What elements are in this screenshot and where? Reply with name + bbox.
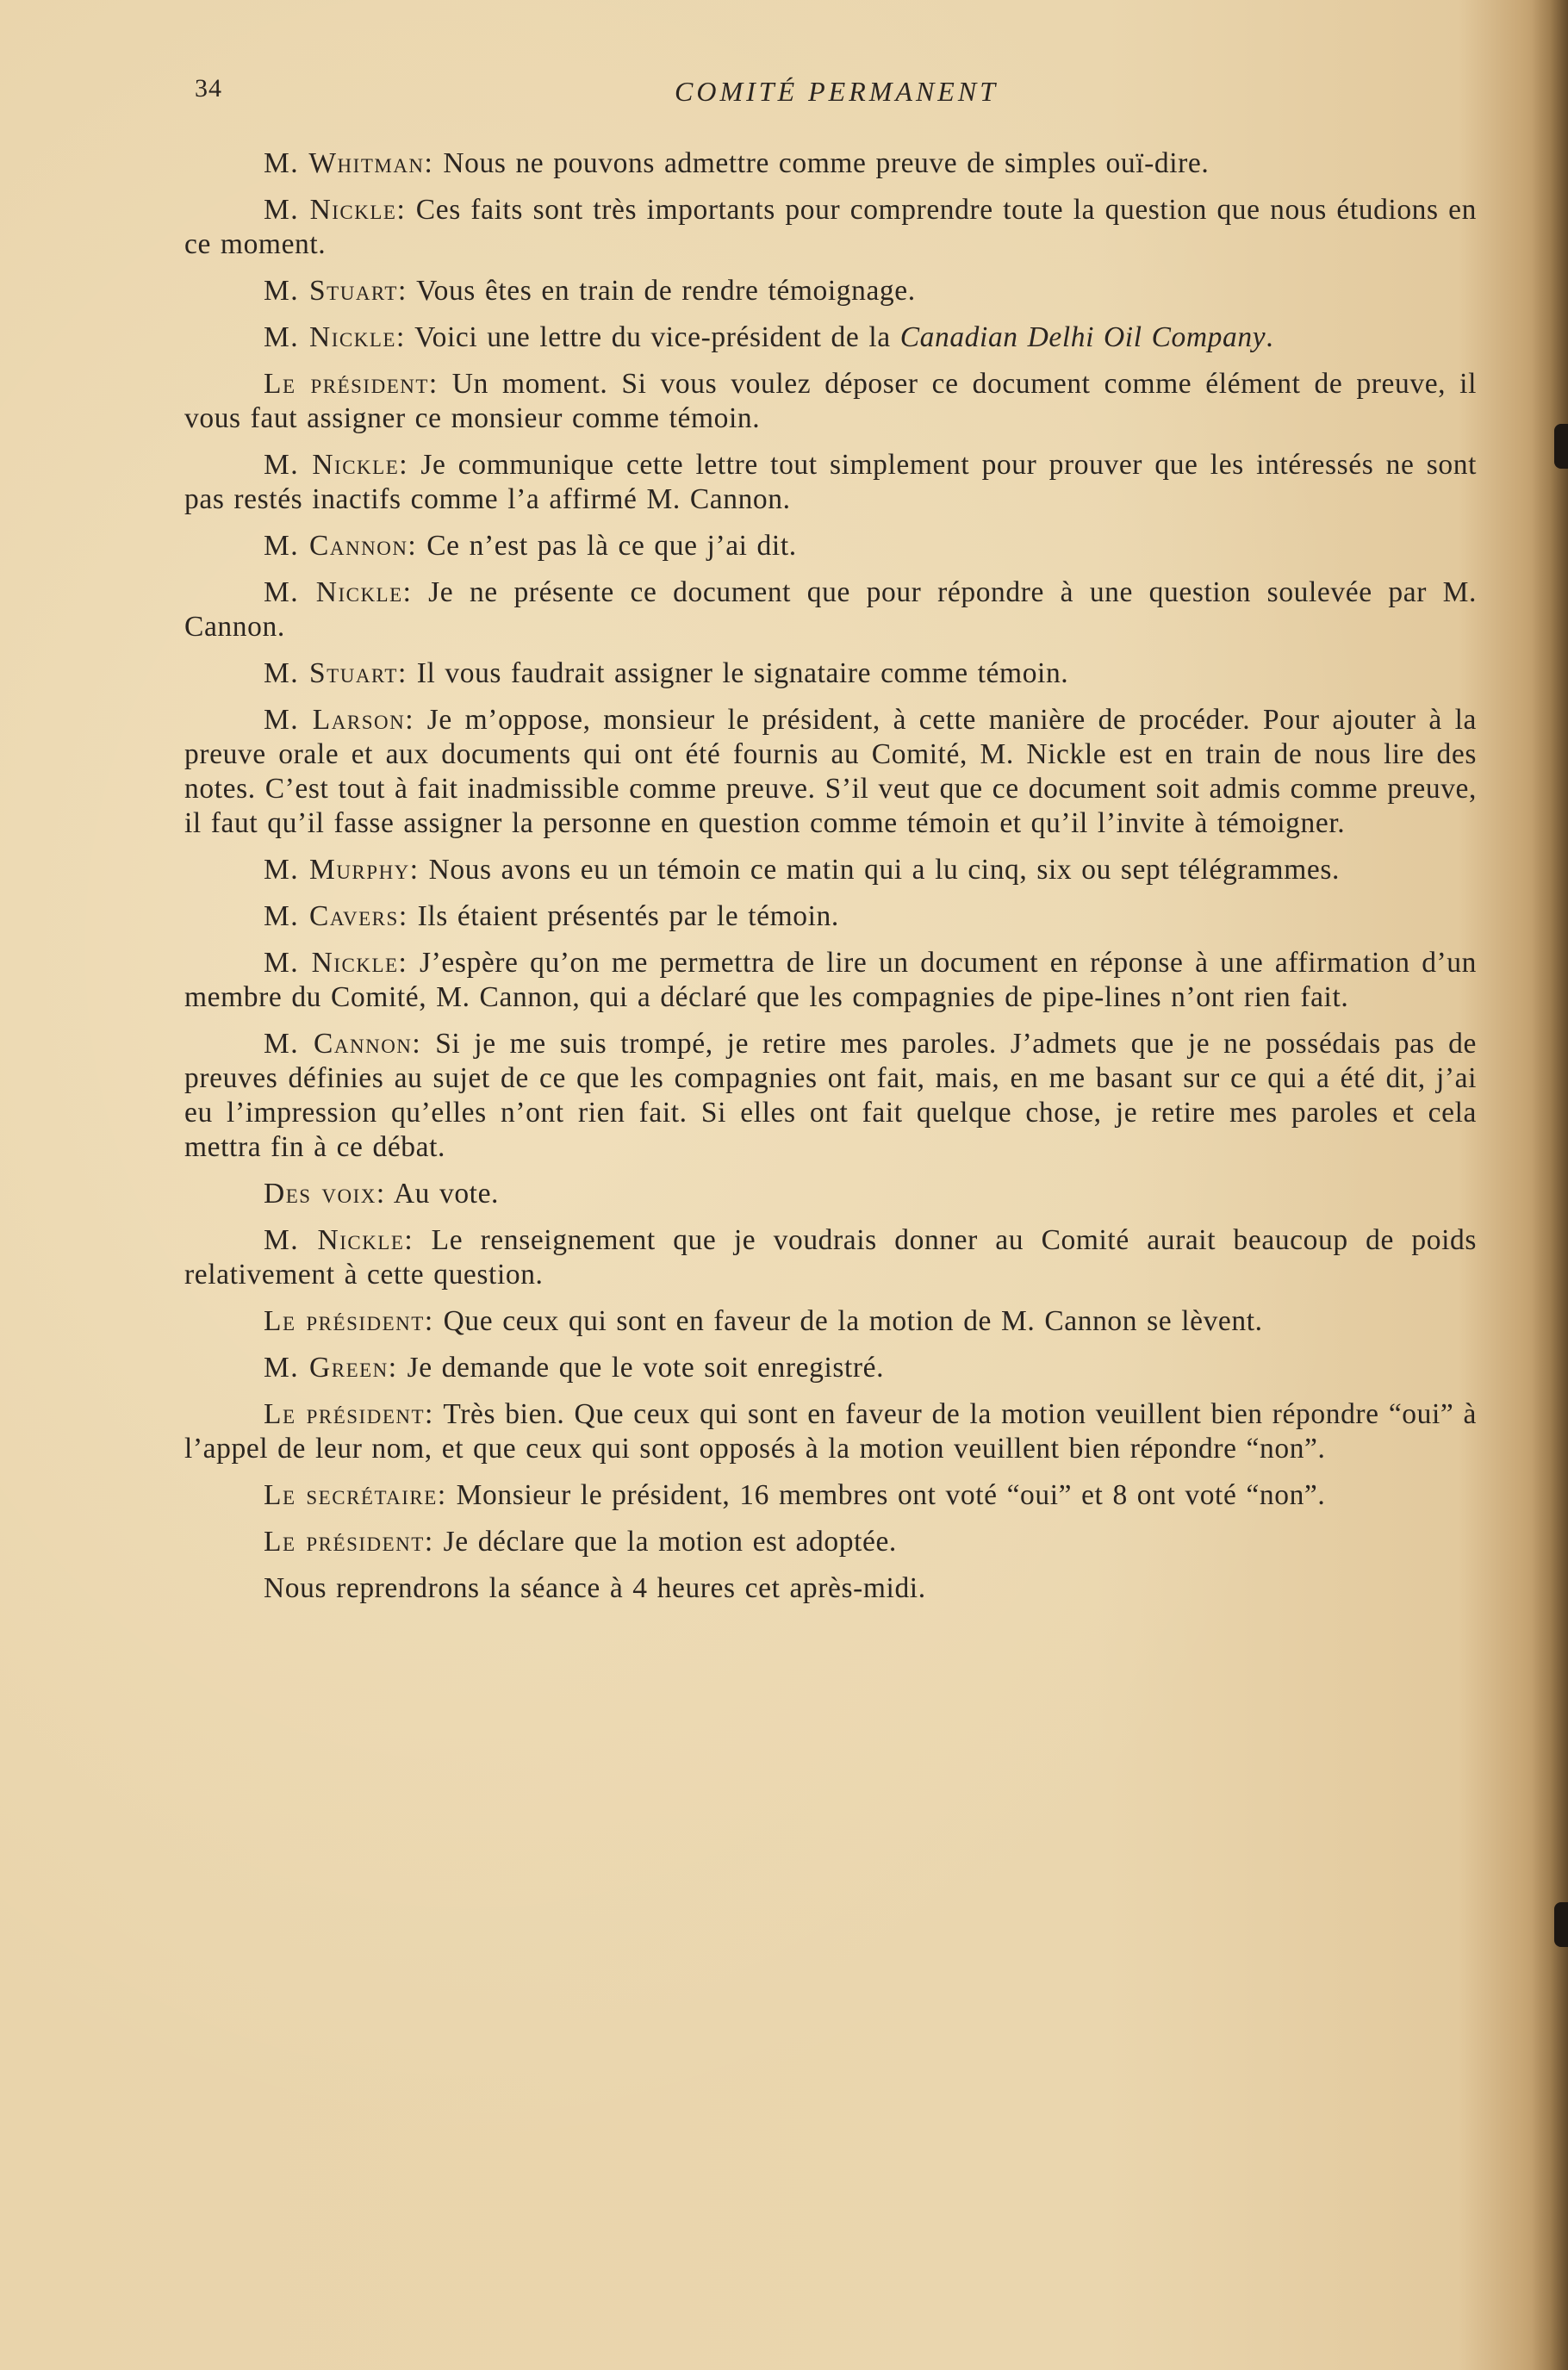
paragraph <box>184 320 1477 355</box>
speaker-label: M. Cavers: <box>264 900 408 932</box>
paragraph <box>184 946 1477 1015</box>
binding-mark <box>1554 424 1568 469</box>
paragraph <box>184 575 1477 644</box>
paragraph-text: Ce n’est pas là ce que j’ai dit. <box>417 530 797 562</box>
speaker-label: M. Green: <box>264 1352 398 1384</box>
paragraph <box>184 146 1477 181</box>
paragraph-text: Nous reprendrons la séance à 4 heures cet après-midi. <box>264 1572 926 1604</box>
speaker-label: M. Nickle: <box>264 1224 414 1256</box>
paragraph <box>184 899 1477 934</box>
paragraph <box>184 656 1477 691</box>
paragraph-text: Le renseignement que je voudrais donner au Comité aurait beaucoup de poids relativement à cette question. <box>184 1224 1477 1291</box>
speaker-label: M. Nickle: <box>264 449 409 481</box>
paragraph-text: Je demande que le vote soit enregistré. <box>397 1352 885 1384</box>
paragraph <box>184 1223 1477 1292</box>
speaker-label: M. Cannon: <box>264 530 418 562</box>
paragraph <box>184 853 1477 887</box>
speaker-label: M. Whitman: <box>264 147 434 179</box>
paragraph <box>184 448 1477 517</box>
speaker-label: M. Cannon: <box>264 1028 422 1060</box>
paragraph <box>184 1351 1477 1385</box>
paragraph-text: Il vous faudrait assigner le signataire comme témoin. <box>407 657 1069 689</box>
paragraph-text-end: . <box>1266 321 1274 353</box>
paragraph-text: J’espère qu’on me permettra de lire un document en réponse à une affirmation d’un membre du Comité, M. Cannon, qui a déclaré que les compagnies de pipe-lines n’ont rien fait. <box>184 947 1478 1013</box>
speaker-label: Le président: <box>264 368 439 400</box>
paragraph-text: Si je me suis trompé, je retire mes paroles. J’admets que je ne possédais pas de preuves définies au sujet de ce que les compagnies ont fait, mais, en me basant sur ce qui a été dit, j’ai eu l’impression qu’elles n’ont rien fait. Si elles ont fait quelque chose, je retire mes paroles et cela mettra fin à ce débat. <box>184 1028 1477 1163</box>
paragraph-text: Nous avons eu un témoin ce matin qui a lu cinq, six ou sept télégrammes. <box>419 854 1340 886</box>
paragraph-text: Monsieur le président, 16 membres ont voté “oui” et 8 ont voté “non”. <box>446 1479 1326 1511</box>
paragraph <box>184 1478 1477 1513</box>
paragraph <box>184 1525 1477 1559</box>
paragraph-text: Très bien. Que ceux qui sont en faveur de la motion veuillent bien répondre “oui” à l’appel de leur nom, et que ceux qui sont opposés à la motion veuillent bien répondre “non”. <box>184 1398 1477 1465</box>
company-name: Canadian Delhi Oil Company <box>899 321 1266 353</box>
paragraph-text: Un moment. Si vous voulez déposer ce document comme élément de preuve, il vous faut assigner ce monsieur comme témoin. <box>184 368 1477 434</box>
paragraph-text: Ils étaient présentés par le témoin. <box>408 900 839 932</box>
paragraph <box>184 367 1477 436</box>
speaker-label: Le président: <box>264 1398 434 1430</box>
speaker-label: Le président: <box>264 1305 434 1337</box>
paragraph-text: Au vote. <box>385 1178 500 1210</box>
paragraph <box>184 703 1477 841</box>
running-head: COMITÉ PERMANENT <box>675 76 999 107</box>
paragraph <box>184 193 1477 262</box>
page-number: 34 <box>195 74 222 103</box>
speaker-label: M. Nickle: <box>264 947 408 979</box>
speaker-label: M. Larson: <box>264 704 415 736</box>
paragraph-text: Nous ne pouvons admettre comme preuve de simples ouï-dire. <box>433 147 1210 179</box>
paragraph <box>184 1304 1477 1339</box>
binding-mark <box>1554 1902 1568 1947</box>
speaker-label: M. Murphy: <box>264 854 420 886</box>
page-header <box>195 74 1478 126</box>
paragraph-text: Je déclare que la motion est adoptée. <box>433 1526 897 1558</box>
speaker-label: Le président: <box>264 1526 434 1558</box>
paragraph-text: Voici une lettre du vice-président de la <box>405 321 900 353</box>
paragraph-text: Que ceux qui sont en faveur de la motion de M. Cannon se lèvent. <box>433 1305 1263 1337</box>
speaker-label: M. Nickle: <box>264 576 413 608</box>
paragraph-text: Je m’oppose, monsieur le président, à cette manière de procéder. Pour ajouter à la preuve orale et aux documents qui ont été fournis au Comité, M. Nickle est en train de nous lire des notes. C’est tout à fait inadmissible comme preuve. S’il veut que ce document soit admis comme preuve, il faut qu’il fasse assigner la personne en question comme témoin et qu’il l’invite à témoigner. <box>184 704 1477 839</box>
paragraph <box>184 1397 1477 1466</box>
speaker-label: M. Stuart: <box>264 657 408 689</box>
speaker-label: M. Nickle: <box>264 194 407 226</box>
paragraph-text: Vous êtes en train de rendre témoignage. <box>407 275 916 307</box>
speaker-label: Le secrétaire: <box>264 1479 447 1511</box>
paragraph <box>184 1571 1477 1606</box>
speaker-label: M. Nickle: <box>264 321 406 353</box>
paragraph <box>184 274 1477 308</box>
page-edge-shadow <box>1532 0 1568 2370</box>
paragraph <box>184 529 1477 563</box>
body-text <box>184 146 1477 1618</box>
paragraph-text: Ces faits sont très importants pour comprendre toute la question que nous étudions en ce moment. <box>184 194 1478 260</box>
speaker-label: Des voix: <box>264 1178 386 1210</box>
speaker-label: M. Stuart: <box>264 275 408 307</box>
paragraph-text: Je ne présente ce document que pour répondre à une question soulevée par M. Cannon. <box>184 576 1477 643</box>
paragraph-text: Je communique cette lettre tout simplement pour prouver que les intéressés ne sont pas restés inactifs comme l’a affirmé M. Cannon. <box>184 449 1477 515</box>
paragraph <box>184 1027 1477 1165</box>
paragraph <box>184 1177 1477 1211</box>
